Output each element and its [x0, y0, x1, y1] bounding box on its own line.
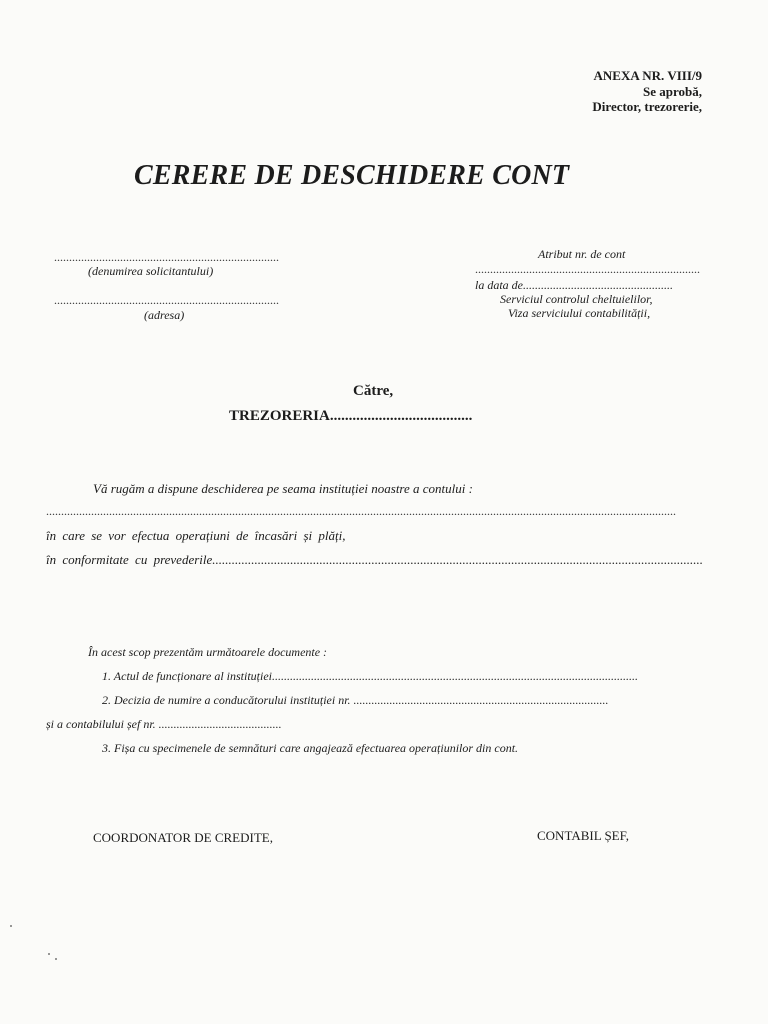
address-label: (adresa) — [144, 308, 185, 322]
account-label: Atribut nr. de cont — [538, 247, 626, 261]
document-item-2-continued[interactable]: și a contabilului șef nr. ......................................... — [46, 717, 282, 731]
scan-speck — [10, 925, 12, 927]
applicant-label: (denumirea solicitantului) — [88, 264, 214, 278]
approval-text: Se aprobă, — [643, 83, 702, 99]
applicant-dotted-field[interactable]: ........................................................................... — [54, 250, 279, 264]
document-item-1[interactable]: 1. Actul de funcționare al instituției.......................................................................................................................... — [102, 669, 638, 683]
address-dotted-field[interactable]: ........................................................................... — [54, 293, 279, 307]
document-item-3: 3. Fișa cu specimenele de semnături care angajează efectuarea operațiunilor din cont. — [102, 741, 519, 755]
document-item-2[interactable]: 2. Decizia de numire a conducătorului instituției nr. ..................................................................................... — [102, 693, 609, 707]
annex-number: ANEXA NR. VIII/9 — [593, 68, 702, 83]
scan-speck — [55, 958, 57, 960]
purpose-text: În acest scop prezentăm următoarele documente : — [88, 645, 328, 659]
operations-text: în care se vor efectua operațiuni de încasări și plăți, — [46, 528, 346, 543]
account-dotted-field[interactable]: ........................................................................... — [475, 262, 700, 276]
visa-line: Viza serviciului contabilității, — [508, 306, 651, 320]
conformity-field[interactable]: în conformitate cu prevederile....................................................................................................................................................... — [46, 552, 704, 567]
service-line: Serviciul controlul cheltuielilor, — [500, 292, 653, 306]
annex-header — [592, 68, 702, 115]
account-purpose-dotted-field[interactable]: .................................................................................................................................................................................................................. — [46, 504, 676, 518]
date-line[interactable]: la data de.................................................. — [475, 278, 673, 292]
request-text: Vă rugăm a dispune deschiderea pe seama instituției noastre a contului : — [93, 481, 473, 496]
chief-accountant-signature: CONTABIL ȘEF, — [537, 828, 630, 843]
recipient-catre: Către, — [353, 383, 394, 399]
treasury-field[interactable]: TREZORERIA...................................... — [229, 408, 473, 424]
scan-speck — [48, 953, 50, 955]
director-text: Director, trezorerie, — [592, 99, 702, 114]
credit-coordinator-signature: COORDONATOR DE CREDITE, — [93, 830, 273, 845]
document-title: CERERE DE DESCHIDERE CONT — [134, 160, 570, 191]
